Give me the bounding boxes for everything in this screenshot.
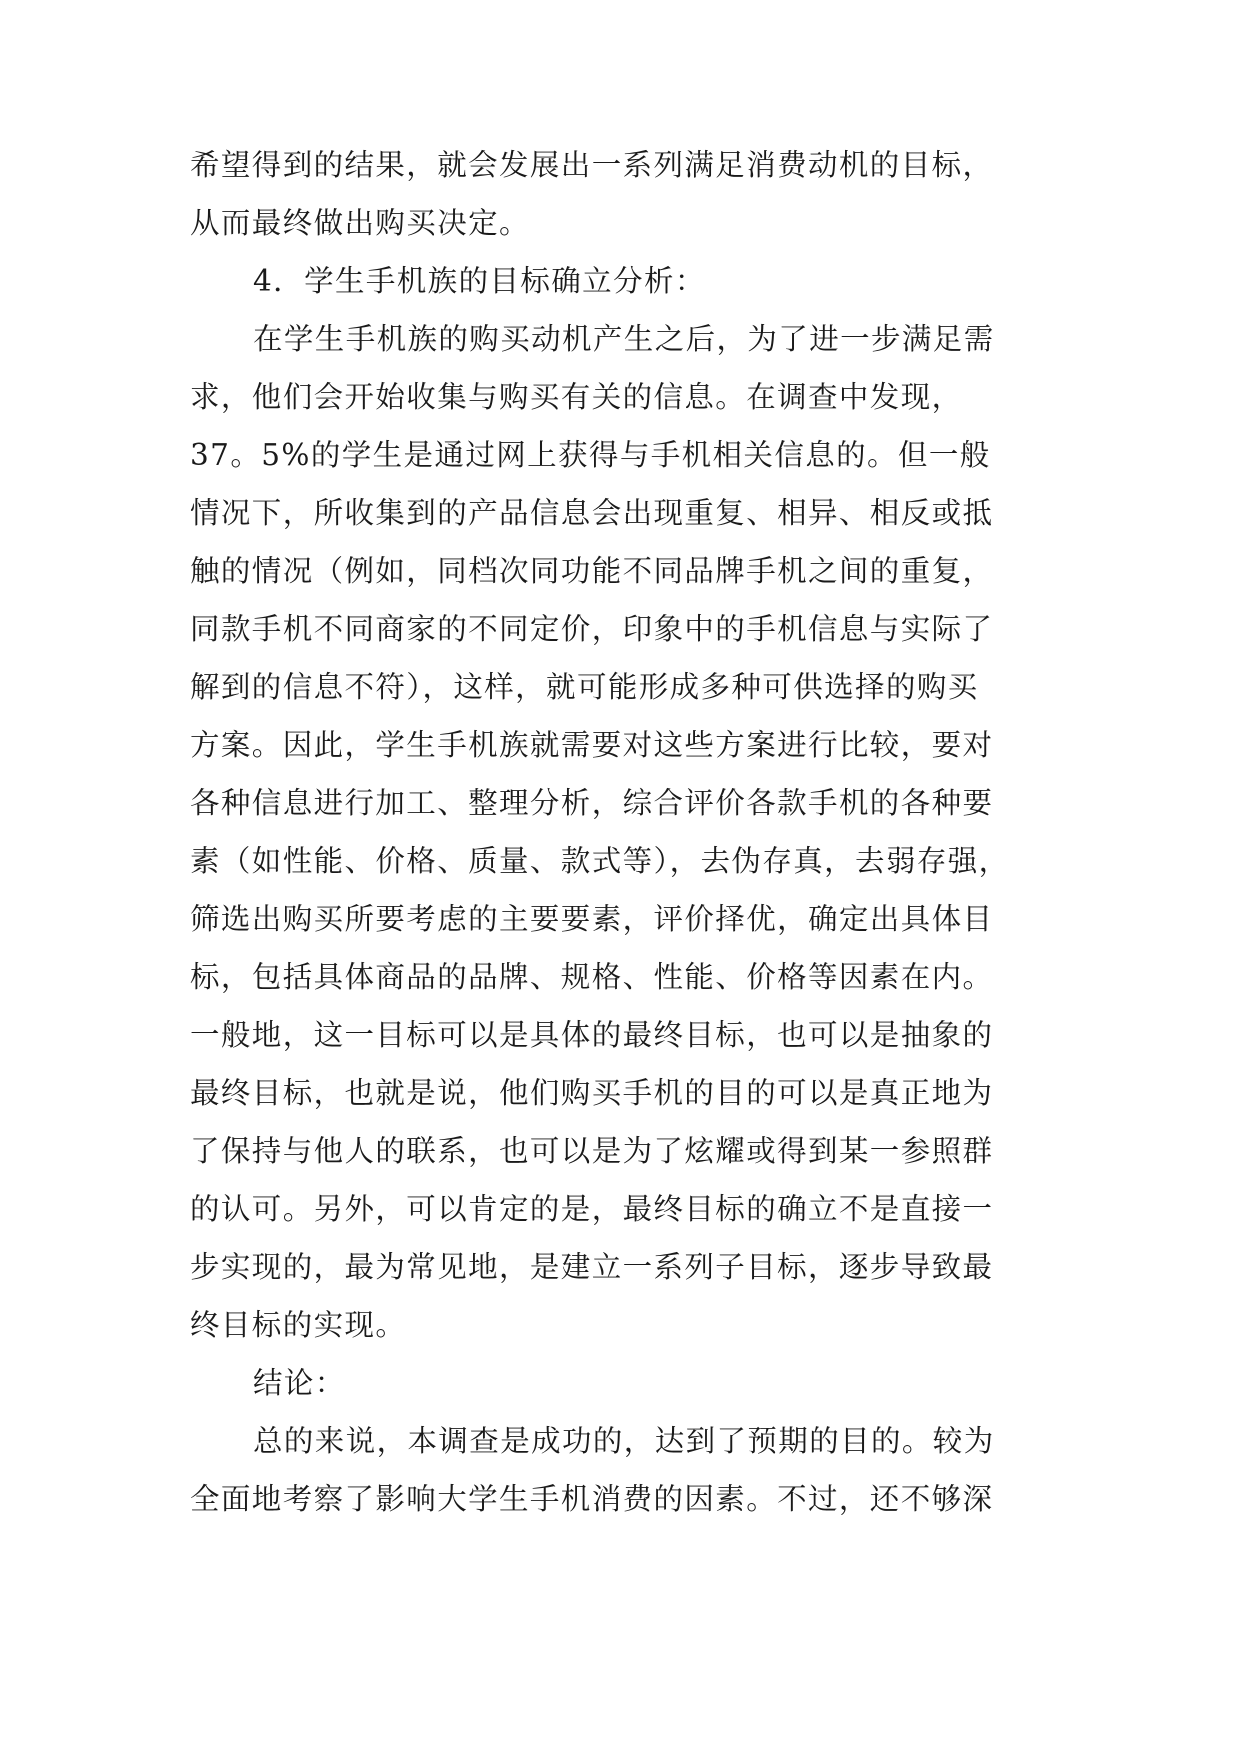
- text-line: 解到的信息不符），这样，就可能形成多种可供选择的购买: [190, 670, 979, 704]
- text-line: 方案。因此，学生手机族就需要对这些方案进行比较，要对: [190, 728, 994, 762]
- text-line: 总的来说，本调查是成功的，达到了预期的目的。较为: [253, 1424, 995, 1458]
- text-line: 素（如性能、价格、质量、款式等），去伪存真，去弱存强，: [190, 844, 1010, 878]
- section-heading: 结论：: [253, 1366, 346, 1400]
- text-line: 筛选出购买所要考虑的主要要素，评价择优，确定出具体目: [190, 902, 994, 936]
- text-line: 求，他们会开始收集与购买有关的信息。在调查中发现，: [190, 380, 963, 414]
- body-text: [190, 136, 1050, 1528]
- text-line: 的认可。另外，可以肯定的是，最终目标的确立不是直接一: [190, 1192, 994, 1226]
- text-line: 标，包括具体商品的品牌、规格、性能、价格等因素在内。: [190, 960, 994, 994]
- text-line: 全面地考察了影响大学生手机消费的因素。不过，还不够深: [190, 1482, 994, 1516]
- text-line: 步实现的，最为常见地，是建立一系列子目标，逐步导致最: [190, 1250, 994, 1284]
- text-line: 最终目标，也就是说，他们购买手机的目的可以是真正地为: [190, 1076, 994, 1110]
- text-line: 情况下，所收集到的产品信息会出现重复、相异、相反或抵: [190, 496, 994, 530]
- text-line: 从而最终做出购买决定。: [190, 206, 530, 240]
- text-line: 各种信息进行加工、整理分析，综合评价各款手机的各种要: [190, 786, 994, 820]
- text-line: 终目标的实现。: [190, 1308, 407, 1342]
- text-line: 一般地，这一目标可以是具体的最终目标，也可以是抽象的: [190, 1018, 994, 1052]
- text-line: 希望得到的结果，就会发展出一系列满足消费动机的目标，: [190, 148, 994, 182]
- section-heading: 4．学生手机族的目标确立分析：: [253, 264, 706, 298]
- text-line: 37。5%的学生是通过网上获得与手机相关信息的。但一般: [190, 438, 991, 472]
- text-line: 在学生手机族的购买动机产生之后，为了进一步满足需: [253, 322, 995, 356]
- text-line: 了保持与他人的联系，也可以是为了炫耀或得到某一参照群: [190, 1134, 994, 1168]
- text-line: 触的情况（例如，同档次同功能不同品牌手机之间的重复，: [190, 554, 994, 588]
- text-line: 同款手机不同商家的不同定价，印象中的手机信息与实际了: [190, 612, 994, 646]
